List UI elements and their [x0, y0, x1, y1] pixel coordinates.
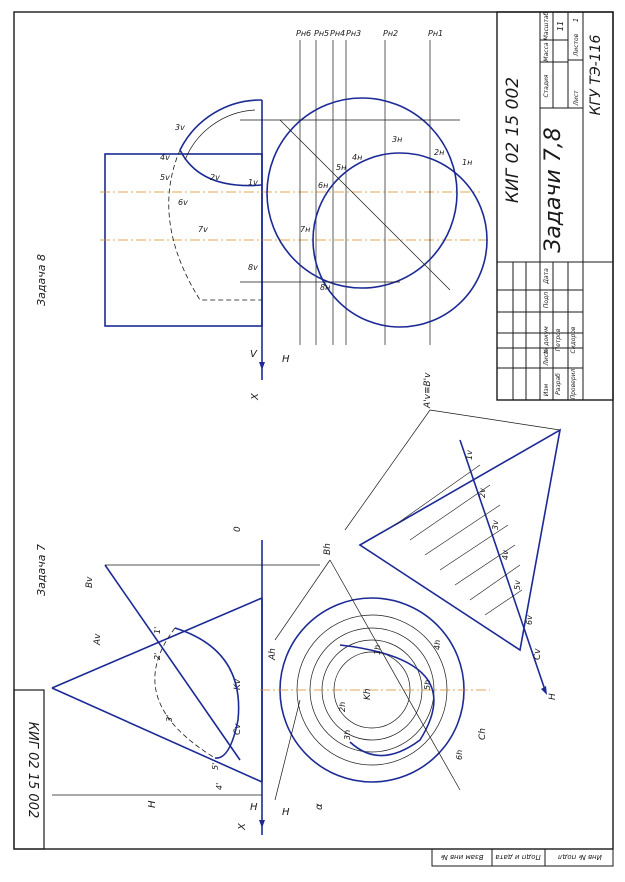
t8-1v: 1v	[248, 178, 258, 187]
plane-label-6: Pн1	[428, 29, 444, 38]
t7-section-front	[175, 628, 239, 758]
t8-4v: 4v	[160, 153, 170, 162]
t7-Bh: Bh	[323, 543, 333, 555]
task8-planes	[300, 40, 430, 345]
task8-label-H: H	[282, 354, 290, 365]
t7-1p: 1'	[153, 626, 162, 634]
side-col-1: Взам инв №	[440, 853, 484, 861]
task8-label-V: V	[250, 349, 257, 360]
t7-plane-trace	[275, 560, 330, 640]
t7-4v-aux: 4v	[501, 550, 510, 560]
t7-3p: 3'	[165, 714, 174, 722]
task8-label-X: X	[250, 393, 261, 400]
t7-5h: 5h	[423, 679, 432, 690]
task8-title: Задача 8	[35, 254, 48, 306]
stamp-scale: Масштаб	[543, 11, 550, 41]
corner-stamp	[14, 690, 44, 849]
t7-dim-H-label: H	[147, 800, 158, 808]
t8-3v: 3v	[175, 123, 185, 132]
t7-1h: 1h	[373, 644, 382, 655]
task8-sphere-arc	[180, 100, 262, 150]
t7-4p: 4'	[215, 782, 224, 790]
t8-7n: 7н	[300, 225, 311, 234]
task8-circle-sphere	[267, 98, 457, 288]
t8-8n: 8н	[320, 283, 331, 292]
title-block	[497, 11, 613, 400]
stamp-col-date: Дата	[543, 268, 550, 284]
t7-Cv-aux: Cv	[533, 648, 543, 660]
stamp-name-check: Сидоров	[570, 326, 577, 354]
t7-1v-aux: 1v	[465, 450, 474, 460]
plane-label-5: Pн2	[383, 29, 399, 38]
side-columns	[432, 849, 613, 866]
t7-Kv: Kv	[233, 678, 243, 690]
t7-V: H	[250, 802, 258, 813]
task8-drawing	[35, 29, 490, 401]
t7-2p: 2'	[153, 652, 162, 660]
t7-H: H	[282, 807, 290, 818]
t7-0: 0	[233, 526, 243, 532]
t7-3h: 3h	[343, 729, 352, 740]
stamp-role-check: Проверил	[570, 368, 577, 400]
t7-cone-front	[52, 598, 262, 782]
t8-6v: 6v	[178, 198, 188, 207]
stamp-organization: КГУ ТЭ-116	[588, 34, 604, 116]
stamp-designation: КИГ 02 15 002	[503, 76, 523, 204]
side-col-2: Подп и дата	[495, 853, 541, 861]
task8-axis-arrow	[259, 362, 265, 370]
t8-1n: 1н	[462, 158, 473, 167]
stamp-col-sheet: Лист	[543, 350, 550, 366]
stamp-role-dev: Разраб	[555, 373, 562, 395]
task7-drawing	[35, 372, 560, 835]
corner-designation: КИГ 02 15 002	[25, 721, 40, 819]
task8-sphere-arc2	[185, 110, 255, 160]
t7-section-top	[340, 645, 434, 756]
t7-X1: H	[548, 693, 558, 700]
plane-label-1: Pн6	[296, 29, 312, 38]
t7-5v-aux: 5v	[513, 580, 522, 590]
t7-plane-trace2	[330, 560, 460, 790]
t7-5p: 5'	[211, 762, 220, 770]
t7-Kh: Kh	[363, 688, 373, 700]
t8-2n: 2н	[434, 148, 445, 157]
t7-AB-aux: A'v≡B'v	[423, 372, 433, 408]
t7-4h: 4h	[433, 639, 442, 650]
t7-Ah: Ah	[268, 648, 278, 660]
t8-5v: 5v	[160, 173, 170, 182]
t8-3n: 3н	[392, 135, 403, 144]
t7-X: X	[237, 823, 248, 830]
t8-8v: 8v	[248, 263, 258, 272]
plane-label-3: Pн4	[330, 29, 346, 38]
t7-Ch: Ch	[478, 728, 488, 740]
t8-5n: 5н	[336, 163, 347, 172]
t7-aux-proj2	[430, 410, 560, 430]
stamp-col-doc: № докум	[543, 326, 550, 354]
stamp-col-sign: Подп	[543, 291, 550, 309]
plane-label-4: Pн3	[346, 29, 362, 38]
t8-4n: 4н	[352, 153, 363, 162]
t7-alpha: α	[314, 803, 325, 810]
task8-diag	[280, 120, 450, 290]
stamp-mass: Масса	[543, 42, 550, 62]
t7-2h: 2h	[338, 701, 347, 712]
t7-Cv: Cv	[233, 723, 243, 735]
stamp-stage: Стадия	[543, 74, 550, 98]
t8-2v: 2v	[210, 173, 220, 182]
t7-plane-front	[105, 565, 240, 760]
t7-Av: Av	[93, 633, 103, 645]
t7-3v-aux: 3v	[491, 520, 500, 530]
t7-Bv: Bv	[85, 576, 95, 588]
stamp-col-change: Изм	[543, 383, 550, 397]
stamp-scale-value: 11	[556, 20, 565, 32]
outer-frame	[14, 12, 613, 849]
plane-label-2: Pн5	[314, 29, 330, 38]
task7-title: Задача 7	[35, 544, 48, 596]
stamp-sheets: Листов	[573, 33, 580, 57]
stamp-title: Задачи 7,8	[541, 127, 566, 253]
stamp-sheet: Лист	[573, 90, 580, 106]
stamp-name-dev: Петров	[555, 328, 562, 352]
side-col-3: Инв № подл	[558, 853, 602, 861]
t7-6h: 6h	[455, 749, 464, 760]
t7-alpha-line	[275, 700, 300, 800]
t8-6n: 6н	[318, 181, 329, 190]
t7-2v-aux: 2v	[478, 488, 487, 498]
t8-7v: 7v	[198, 225, 208, 234]
t7-6v-aux: 6v	[525, 615, 534, 625]
stamp-sheet-count: 1	[572, 17, 580, 23]
